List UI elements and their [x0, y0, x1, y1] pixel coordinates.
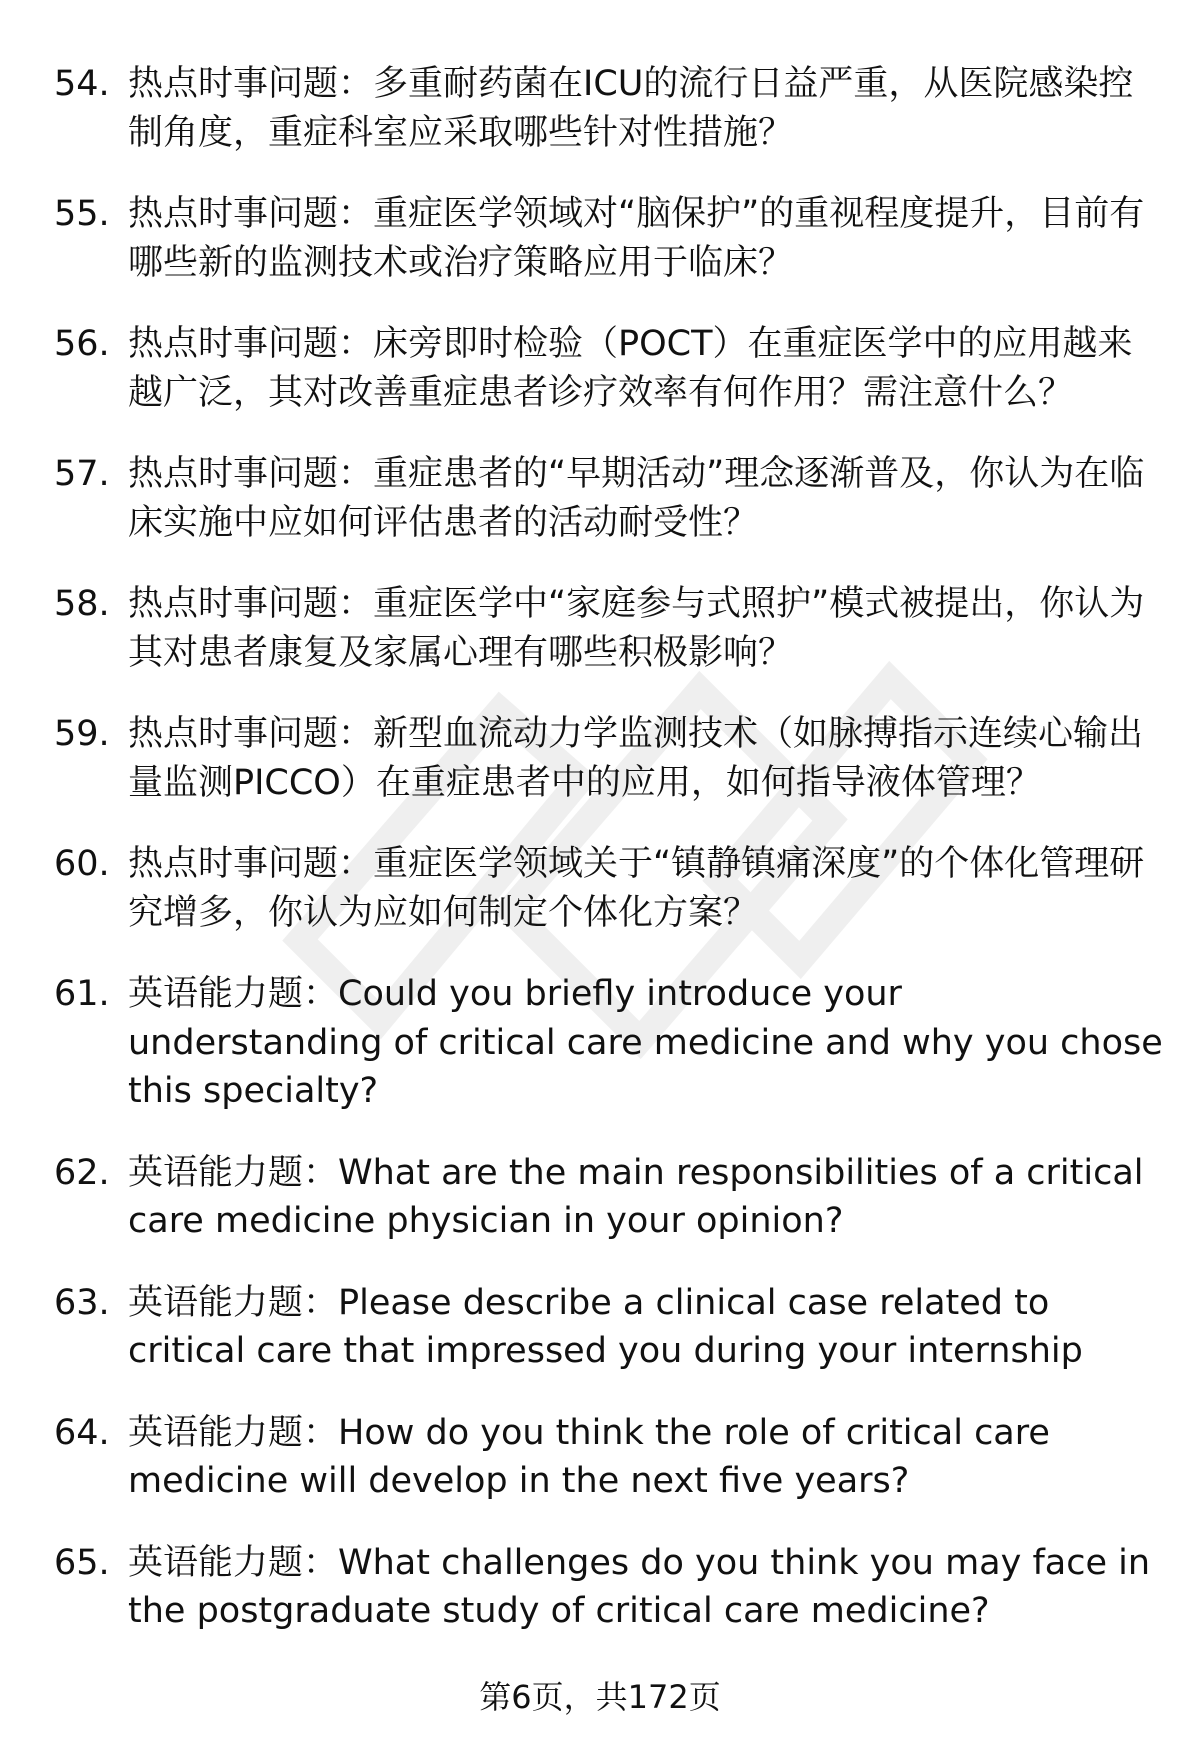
question-number: 57.: [54, 454, 110, 494]
question-number: 65.: [54, 1542, 110, 1583]
question-number: 55.: [54, 194, 110, 234]
question-text: 英语能力题：What challenges do you think you may face in the postgraduate study of critical care medicine?: [128, 1542, 1151, 1631]
question-number: 63.: [54, 1282, 110, 1323]
question-number: 58.: [54, 584, 110, 624]
question-text: 英语能力题：What are the main responsibilities of a critical care medicine physician in your opinion?: [128, 1152, 1144, 1241]
question-item: [54, 580, 1164, 677]
question-text: 热点时事问题：重症患者的“早期活动”理念逐渐普及，你认为在临床实施中应如何评估患者的活动耐受性？: [128, 454, 1145, 543]
question-number: 59.: [54, 714, 110, 754]
question-item: [54, 1279, 1164, 1376]
question-text: 英语能力题：Could you briefly introduce your understanding of critical care medicine and why you chose this specialty?: [128, 974, 1163, 1111]
question-text: 热点时事问题：新型血流动力学监测技术（如脉搏指示连续心输出量监测PICCO）在重症患者中的应用，如何指导液体管理？: [128, 714, 1144, 803]
question-number: 62.: [54, 1152, 110, 1193]
question-item: [54, 450, 1164, 547]
question-item: [54, 1409, 1164, 1506]
question-number: 56.: [54, 324, 110, 364]
page-number-footer: 第6页，共172页: [479, 1678, 721, 1716]
question-text: 热点时事问题：多重耐药菌在ICU的流行日益严重，从医院感染控制角度，重症科室应采取哪些针对性措施？: [128, 64, 1134, 153]
question-text: 英语能力题：Please describe a clinical case related to critical care that impressed you during your internship: [128, 1282, 1083, 1371]
question-item: [54, 190, 1164, 287]
question-item: [54, 970, 1164, 1116]
question-number: 61.: [54, 974, 110, 1014]
question-item: [54, 1539, 1164, 1636]
question-number: 54.: [54, 64, 110, 104]
question-number: 60.: [54, 844, 110, 884]
question-item: [54, 710, 1164, 807]
question-text: 热点时事问题：重症医学领域关于“镇静镇痛深度”的个体化管理研究增多，你认为应如何制定个体化方案？: [128, 844, 1145, 933]
question-text: 热点时事问题：床旁即时检验（POCT）在重症医学中的应用越来越广泛，其对改善重症患者诊疗效率有何作用？需注意什么？: [128, 324, 1133, 413]
question-item: [54, 840, 1164, 937]
question-text: 热点时事问题：重症医学中“家庭参与式照护”模式被提出，你认为其对患者康复及家属心理有哪些积极影响？: [128, 584, 1145, 673]
question-text: 热点时事问题：重症医学领域对“脑保护”的重视程度提升，目前有哪些新的监测技术或治疗策略应用于临床？: [128, 194, 1145, 283]
question-text: 英语能力题：How do you think the role of critical care medicine will develop in the next five years?: [128, 1412, 1050, 1501]
question-list: [54, 60, 1164, 1669]
question-number: 64.: [54, 1412, 110, 1453]
question-item: [54, 60, 1164, 157]
question-item: [54, 1149, 1164, 1246]
question-item: [54, 320, 1164, 417]
